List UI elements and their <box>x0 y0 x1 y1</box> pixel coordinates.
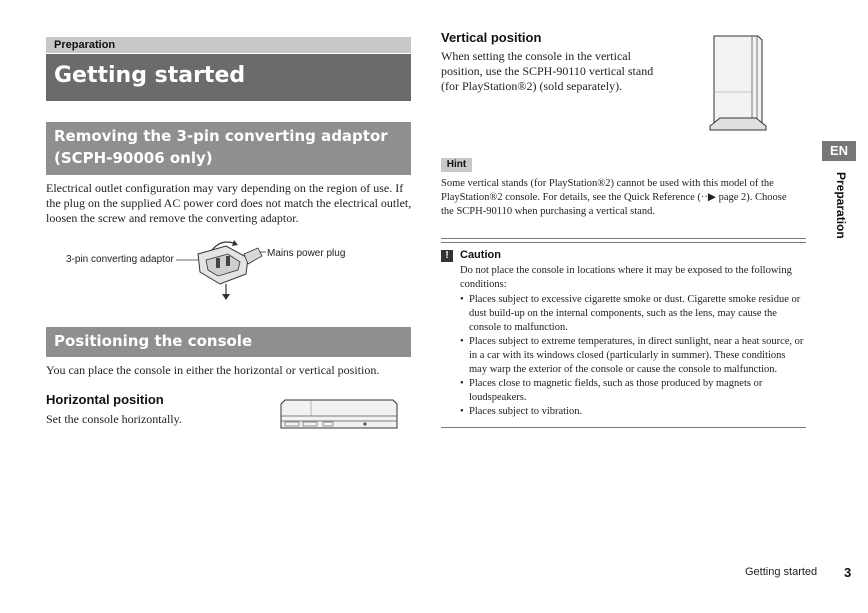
adaptor-body-text: Electrical outlet configuration may vary depending on the region of use. If the plug on the supplied AC power cord does not match the electrical outlet, loosen the screw and remove the converting adaptor. <box>46 181 412 225</box>
heading-positioning: Positioning the console <box>46 327 411 357</box>
heading-removing-adaptor: Removing the 3-pin converting adaptor (SCPH-90006 only) <box>46 122 411 175</box>
caution-item: • Places subject to excessive cigarette smoke or dust. Cigarette smoke residue or dust build-up on the internal components, such as the lens, may cause the console to malfunction. <box>460 293 806 335</box>
hint-badge: Hint <box>441 158 472 172</box>
caution-title: Caution <box>460 249 501 261</box>
positioning-body-text: You can place the console in either the horizontal or vertical position. <box>46 363 380 377</box>
page-number: 3 <box>844 565 852 580</box>
caution-top-rule <box>441 238 806 239</box>
console-horizontal-illustration <box>279 398 399 432</box>
heading-horizontal: Horizontal position <box>46 392 164 407</box>
hint-body-text: Some vertical stands (for PlayStation®2) cannot be used with this model of the PlayStation®2 console. For details, see the Quick Reference (··▶ page 2). Choose the SCPH-90110 when purchasing a vertical stand. <box>441 178 787 217</box>
label-plug: Mains power plug <box>267 248 346 259</box>
caution-intro: Do not place the console in locations where it may be exposed to the following conditions: <box>460 265 792 290</box>
caution-list <box>460 293 806 419</box>
side-section-label: Preparation <box>834 172 848 239</box>
footer-label: Getting started <box>745 566 818 578</box>
heading-vertical: Vertical position <box>441 30 542 45</box>
section-tag: Preparation <box>46 37 411 53</box>
page-title: Getting started <box>46 54 411 101</box>
caution-top-rule-2 <box>441 242 806 243</box>
caution-item: • Places close to magnetic fields, such as those produced by magnets or loudspeakers. <box>460 377 806 405</box>
caution-item: • Places subject to vibration. <box>460 405 806 419</box>
caution-item: • Places subject to extreme temperatures, in direct sunlight, near a heat source, or in a car with its windows closed (particularly in summer). These conditions may warp the exterior of the console or cause the console to malfunction. <box>460 335 806 377</box>
warning-icon: ! <box>441 250 453 262</box>
label-adaptor: 3-pin converting adaptor <box>66 254 174 265</box>
adaptor-illustration <box>176 236 272 302</box>
vertical-body-text: When setting the console in the vertical position, use the SCPH-90110 vertical stand (for PlayStation®2) (sold separately). <box>441 49 654 93</box>
caution-bottom-rule <box>441 427 806 428</box>
horizontal-body-text: Set the console horizontally. <box>46 412 182 426</box>
console-vertical-illustration <box>708 34 780 134</box>
language-tab: EN <box>822 141 856 161</box>
